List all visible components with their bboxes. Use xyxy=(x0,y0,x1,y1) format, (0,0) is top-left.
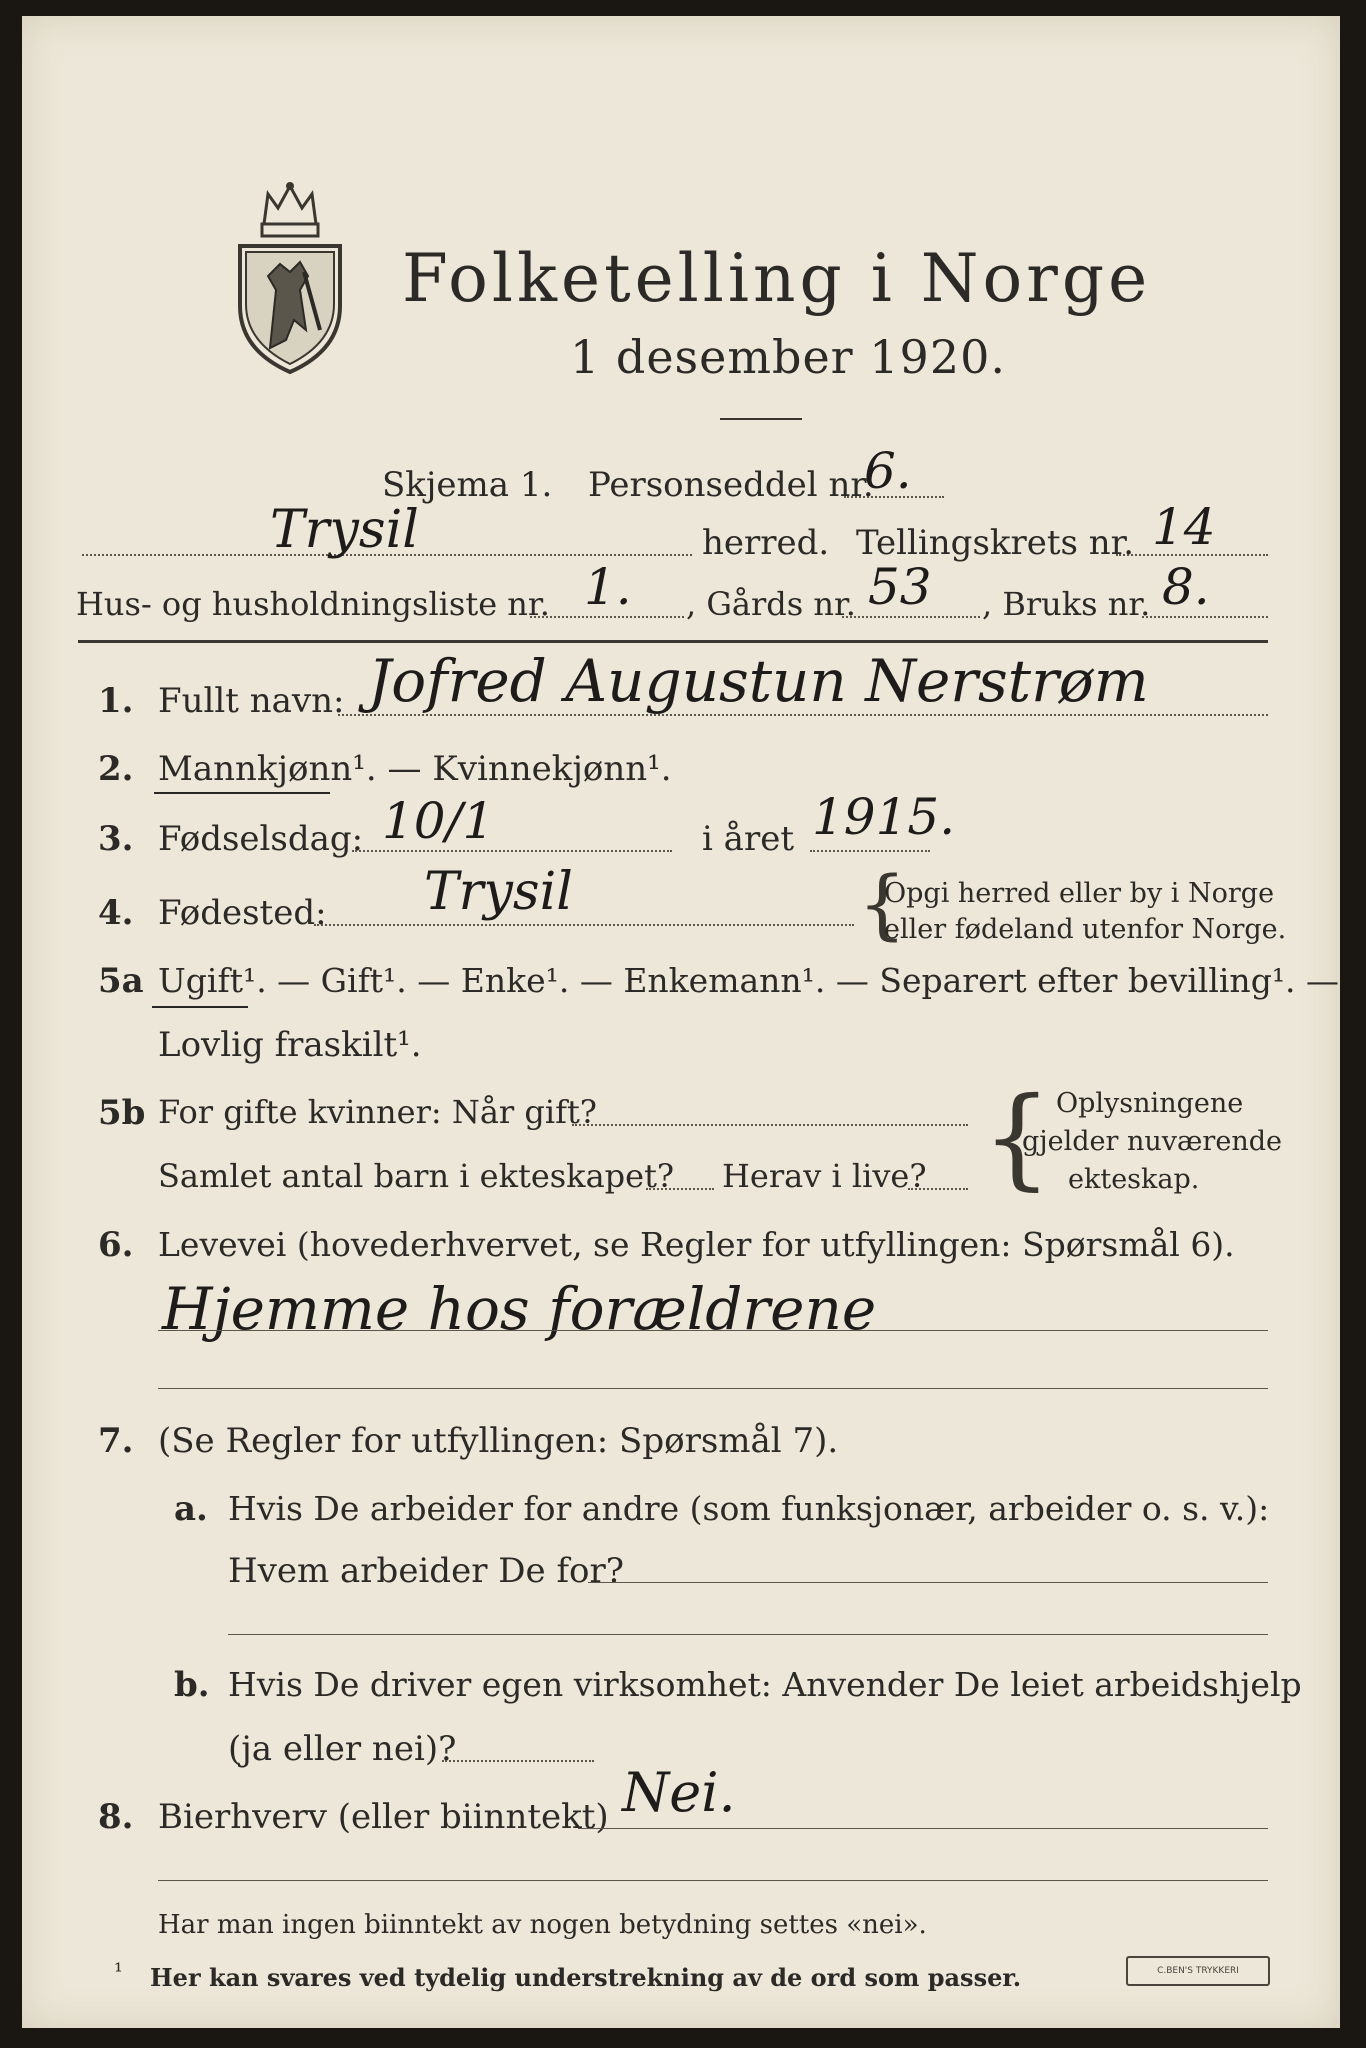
footnote-mark: ¹ xyxy=(114,1960,123,1985)
q1-number: 1. xyxy=(98,681,134,721)
q3-label: Fødselsdag: xyxy=(158,819,364,859)
q7a-number: a. xyxy=(174,1489,208,1529)
title-divider xyxy=(720,418,802,420)
hus-line xyxy=(530,616,684,618)
q5b-note1: Oplysningene xyxy=(1056,1088,1244,1119)
printer-stamp-text: C.BEN'S TRYKKERI xyxy=(1157,1966,1239,1976)
q7b-line2: (ja eller nei)? xyxy=(228,1729,457,1769)
gender-options: Mannkjønn¹. — Kvinnekjønn¹. xyxy=(158,749,672,789)
schema-label: Skjema 1. xyxy=(382,465,553,505)
occupation-value[interactable]: Hjemme hos forældrene xyxy=(162,1275,877,1343)
q7a-line2: Hvem arbeider De for? xyxy=(228,1551,624,1591)
q4-note-line1: Opgi herred eller by i Norge xyxy=(884,878,1275,909)
birthdate-value[interactable]: 10/1 xyxy=(382,792,495,850)
q4-brace: { xyxy=(858,859,907,948)
footnote-text: Her kan svares ved tydelig understrekning av de ord som passer. xyxy=(150,1963,1022,1992)
tellingskrets-value[interactable]: 14 xyxy=(1152,498,1216,556)
married-date-line xyxy=(572,1124,968,1126)
hus-label: Hus- og husholdningsliste nr. xyxy=(76,585,550,623)
gards-label: , Gårds nr. xyxy=(686,585,856,623)
bruks-line xyxy=(1142,616,1268,618)
birth-year-value[interactable]: 1915. xyxy=(812,788,956,846)
q8-line xyxy=(578,1828,1268,1829)
q7-label: (Se Regler for utfyllingen: Spørsmål 7). xyxy=(158,1421,839,1461)
employer-line2 xyxy=(228,1634,1268,1635)
q3-number: 3. xyxy=(98,819,134,859)
marital-status-line2: Lovlig fraskilt¹. xyxy=(158,1025,422,1065)
q8-number: 8. xyxy=(98,1797,134,1837)
gender-underline xyxy=(154,792,330,794)
q3-line xyxy=(352,850,672,852)
q4-note-line2: eller fødeland utenfor Norge. xyxy=(884,914,1287,945)
q5b-note2: gjelder nuværende xyxy=(1022,1126,1282,1157)
q1-label: Fullt navn: xyxy=(158,681,345,721)
side-income-value[interactable]: Nei. xyxy=(622,1761,736,1824)
q7a-line1: Hvis De arbeider for andre (som funksjonær, arbeider o. s. v.): xyxy=(228,1489,1270,1528)
herred-value[interactable]: Trysil xyxy=(270,500,419,560)
year-line xyxy=(810,850,930,852)
marital-status-options: Ugift¹. — Gift¹. — Enke¹. — Enkemann¹. — Separert efter bevilling¹. — xyxy=(158,961,1340,1000)
personseddel-value[interactable]: 6. xyxy=(864,442,912,500)
birthplace-value[interactable]: Trysil xyxy=(424,862,573,922)
q5b-brace: { xyxy=(982,1073,1052,1201)
gards-line xyxy=(842,616,980,618)
bruks-value[interactable]: 8. xyxy=(1162,558,1210,616)
tellingskrets-label: Tellingskrets nr. xyxy=(856,523,1135,563)
census-date: 1 desember 1920. xyxy=(570,330,1006,384)
q5b-number: 5b xyxy=(98,1093,146,1133)
header-divider xyxy=(78,640,1268,643)
q4-number: 4. xyxy=(98,893,134,933)
q4-line xyxy=(314,924,854,926)
marital-underline xyxy=(152,1006,248,1008)
q5a-number: 5a xyxy=(98,961,144,1001)
q6-label: Levevei (hovederhvervet, se Regler for utfyllingen: Spørsmål 6). xyxy=(158,1225,1235,1264)
census-form-sheet xyxy=(22,16,1340,2028)
gards-value[interactable]: 53 xyxy=(868,558,932,616)
form-title: Folketelling i Norge xyxy=(402,240,1152,317)
q6-number: 6. xyxy=(98,1225,134,1265)
hired-help-line xyxy=(442,1760,594,1762)
q5b-children-label: Samlet antal barn i ekteskapet? xyxy=(158,1157,675,1195)
q5b-married-label: For gifte kvinner: Når gift? xyxy=(158,1093,597,1131)
printer-stamp xyxy=(1126,1956,1270,1986)
q5b-note3: ekteskap. xyxy=(1068,1164,1200,1195)
footer-note: Har man ingen biinntekt av nogen betydning settes «nei». xyxy=(158,1910,927,1940)
children-line xyxy=(646,1188,714,1190)
personseddel-label: Personseddel nr. xyxy=(588,465,874,505)
hus-value[interactable]: 1. xyxy=(584,558,632,616)
q8-line2 xyxy=(158,1880,1268,1881)
q8-label: Bierhverv (eller biinntekt) xyxy=(158,1797,609,1837)
bruks-label: , Bruks nr. xyxy=(982,585,1151,623)
coat-of-arms-icon xyxy=(234,180,346,376)
herred-label: herred. xyxy=(702,523,830,563)
q7b-number: b. xyxy=(174,1665,210,1705)
q7-number: 7. xyxy=(98,1421,134,1461)
alive-line xyxy=(908,1188,968,1190)
q5b-alive-label: Herav i live? xyxy=(722,1157,927,1195)
employer-line xyxy=(588,1582,1268,1583)
q7b-line1: Hvis De driver egen virksomhet: Anvender De leiet arbeidshjelp xyxy=(228,1665,1302,1704)
full-name-value[interactable]: Jofred Augustun Nerstrøm xyxy=(368,647,1149,715)
q6-line2 xyxy=(158,1388,1268,1389)
q4-label: Fødested: xyxy=(158,893,327,933)
q2-number: 2. xyxy=(98,749,134,789)
q6-line1 xyxy=(158,1330,1268,1331)
year-label: i året xyxy=(702,819,794,859)
